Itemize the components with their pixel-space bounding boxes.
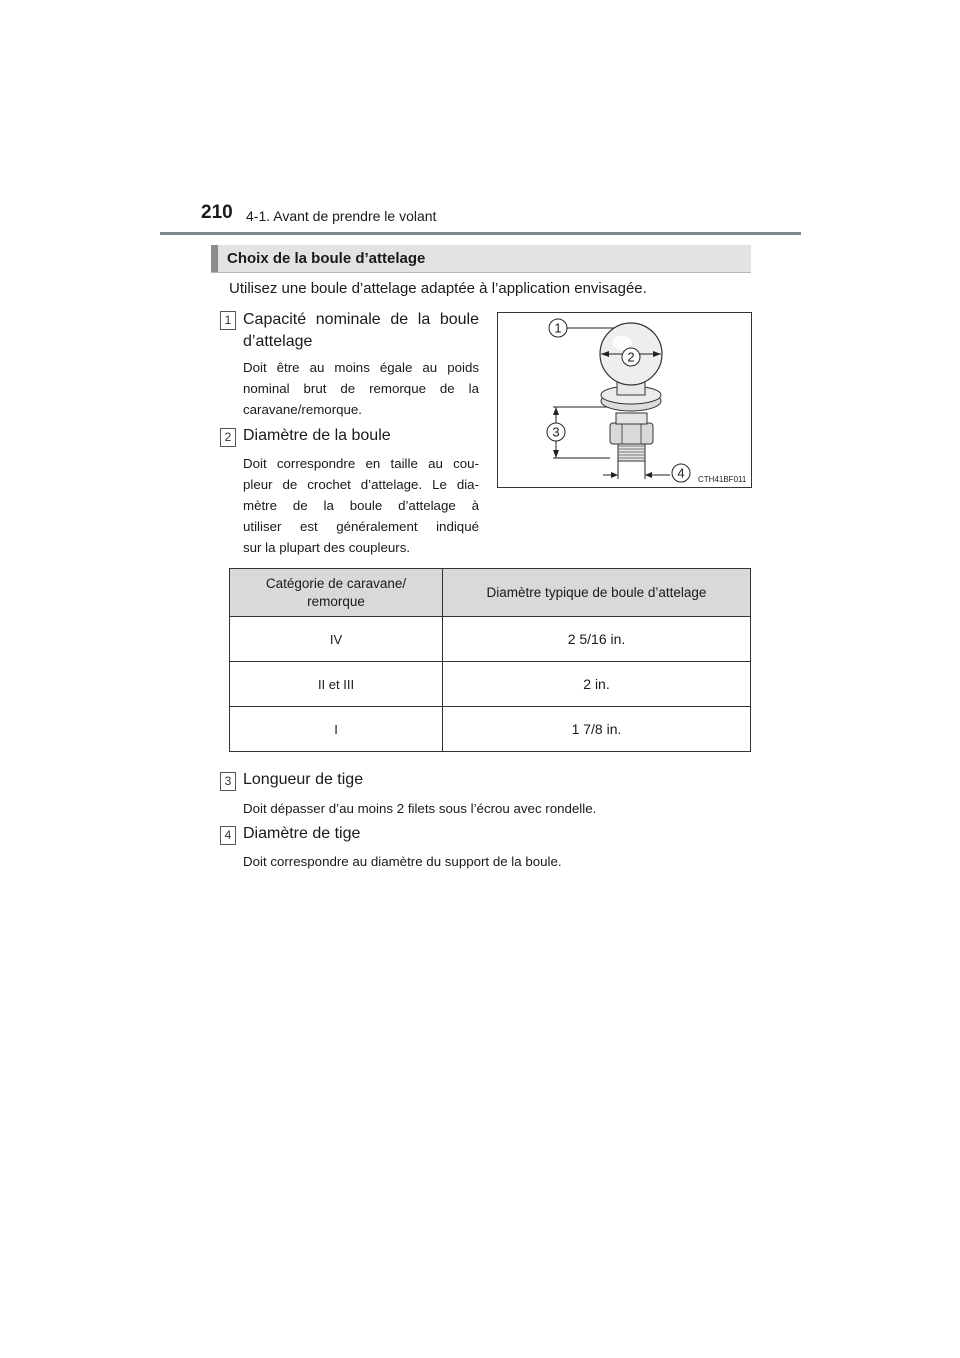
header-rule <box>160 232 801 235</box>
callout-3: 3 <box>552 424 560 440</box>
item-title-2: Diamètre de la boule <box>243 427 391 444</box>
ball-size-table <box>229 568 751 752</box>
item-title-1: Capacité nominale de la boule d’attelage <box>243 311 479 350</box>
desc-line: caravane/remorque. <box>243 402 362 417</box>
page-number: 210 <box>201 202 233 223</box>
table-row <box>230 707 751 752</box>
item-number-2: 2 <box>220 428 236 447</box>
intro-text: Utilisez une boule d’attelage adaptée à l’application envisagée. <box>229 280 647 297</box>
table-header-row <box>230 569 751 617</box>
table-header-diameter: Diamètre typique de boule d’attelage <box>443 569 751 617</box>
table-cell-category: I <box>230 707 443 752</box>
item-number-4: 4 <box>220 826 236 845</box>
section-title: Choix de la boule d’attelage <box>227 250 426 267</box>
desc-line: pleur de crochet d’attelage. Le dia- <box>243 477 479 492</box>
item-title-4: Diamètre de tige <box>243 825 361 842</box>
item-number-3: 3 <box>220 772 236 791</box>
table-cell-diameter: 2 in. <box>443 662 751 707</box>
table-cell-category: II et III <box>230 662 443 707</box>
figure-code: CTH41BF011 <box>698 475 747 484</box>
table-row <box>230 662 751 707</box>
table-cell-diameter: 1 7/8 in. <box>443 707 751 752</box>
item-desc-2 <box>243 453 479 558</box>
callout-1: 1 <box>554 320 562 336</box>
table-cell-category: IV <box>230 617 443 662</box>
desc-line: mètre de la boule d’attelage à <box>243 498 479 513</box>
item-desc-1 <box>243 357 479 420</box>
item-title-3: Longueur de tige <box>243 771 364 788</box>
table-header-category: Catégorie de caravane/ remorque <box>230 569 443 617</box>
table-row <box>230 617 751 662</box>
chapter-title: 4-1. Avant de prendre le volant <box>246 208 437 224</box>
item-desc-3: Doit dépasser d’au moins 2 filets sous l’écrou avec rondelle. <box>243 801 597 816</box>
tow-ball-figure <box>497 312 752 488</box>
tow-ball-illustration <box>498 313 751 487</box>
desc-line: Doit être au moins égale au poids <box>243 360 479 375</box>
callout-2: 2 <box>627 349 635 365</box>
desc-line: utiliser est généralement indiqué <box>243 519 479 534</box>
section-accent <box>211 245 218 272</box>
table-cell-diameter: 2 5/16 in. <box>443 617 751 662</box>
callout-4: 4 <box>677 465 685 481</box>
item-number-1: 1 <box>220 311 236 330</box>
desc-line: nominal brut de remorque de la <box>243 381 479 396</box>
desc-line: Doit correspondre en taille au cou- <box>243 456 479 471</box>
section-heading-bar <box>211 245 751 273</box>
item-desc-4: Doit correspondre au diamètre du support de la boule. <box>243 854 562 869</box>
desc-line: sur la plupart des coupleurs. <box>243 540 411 555</box>
